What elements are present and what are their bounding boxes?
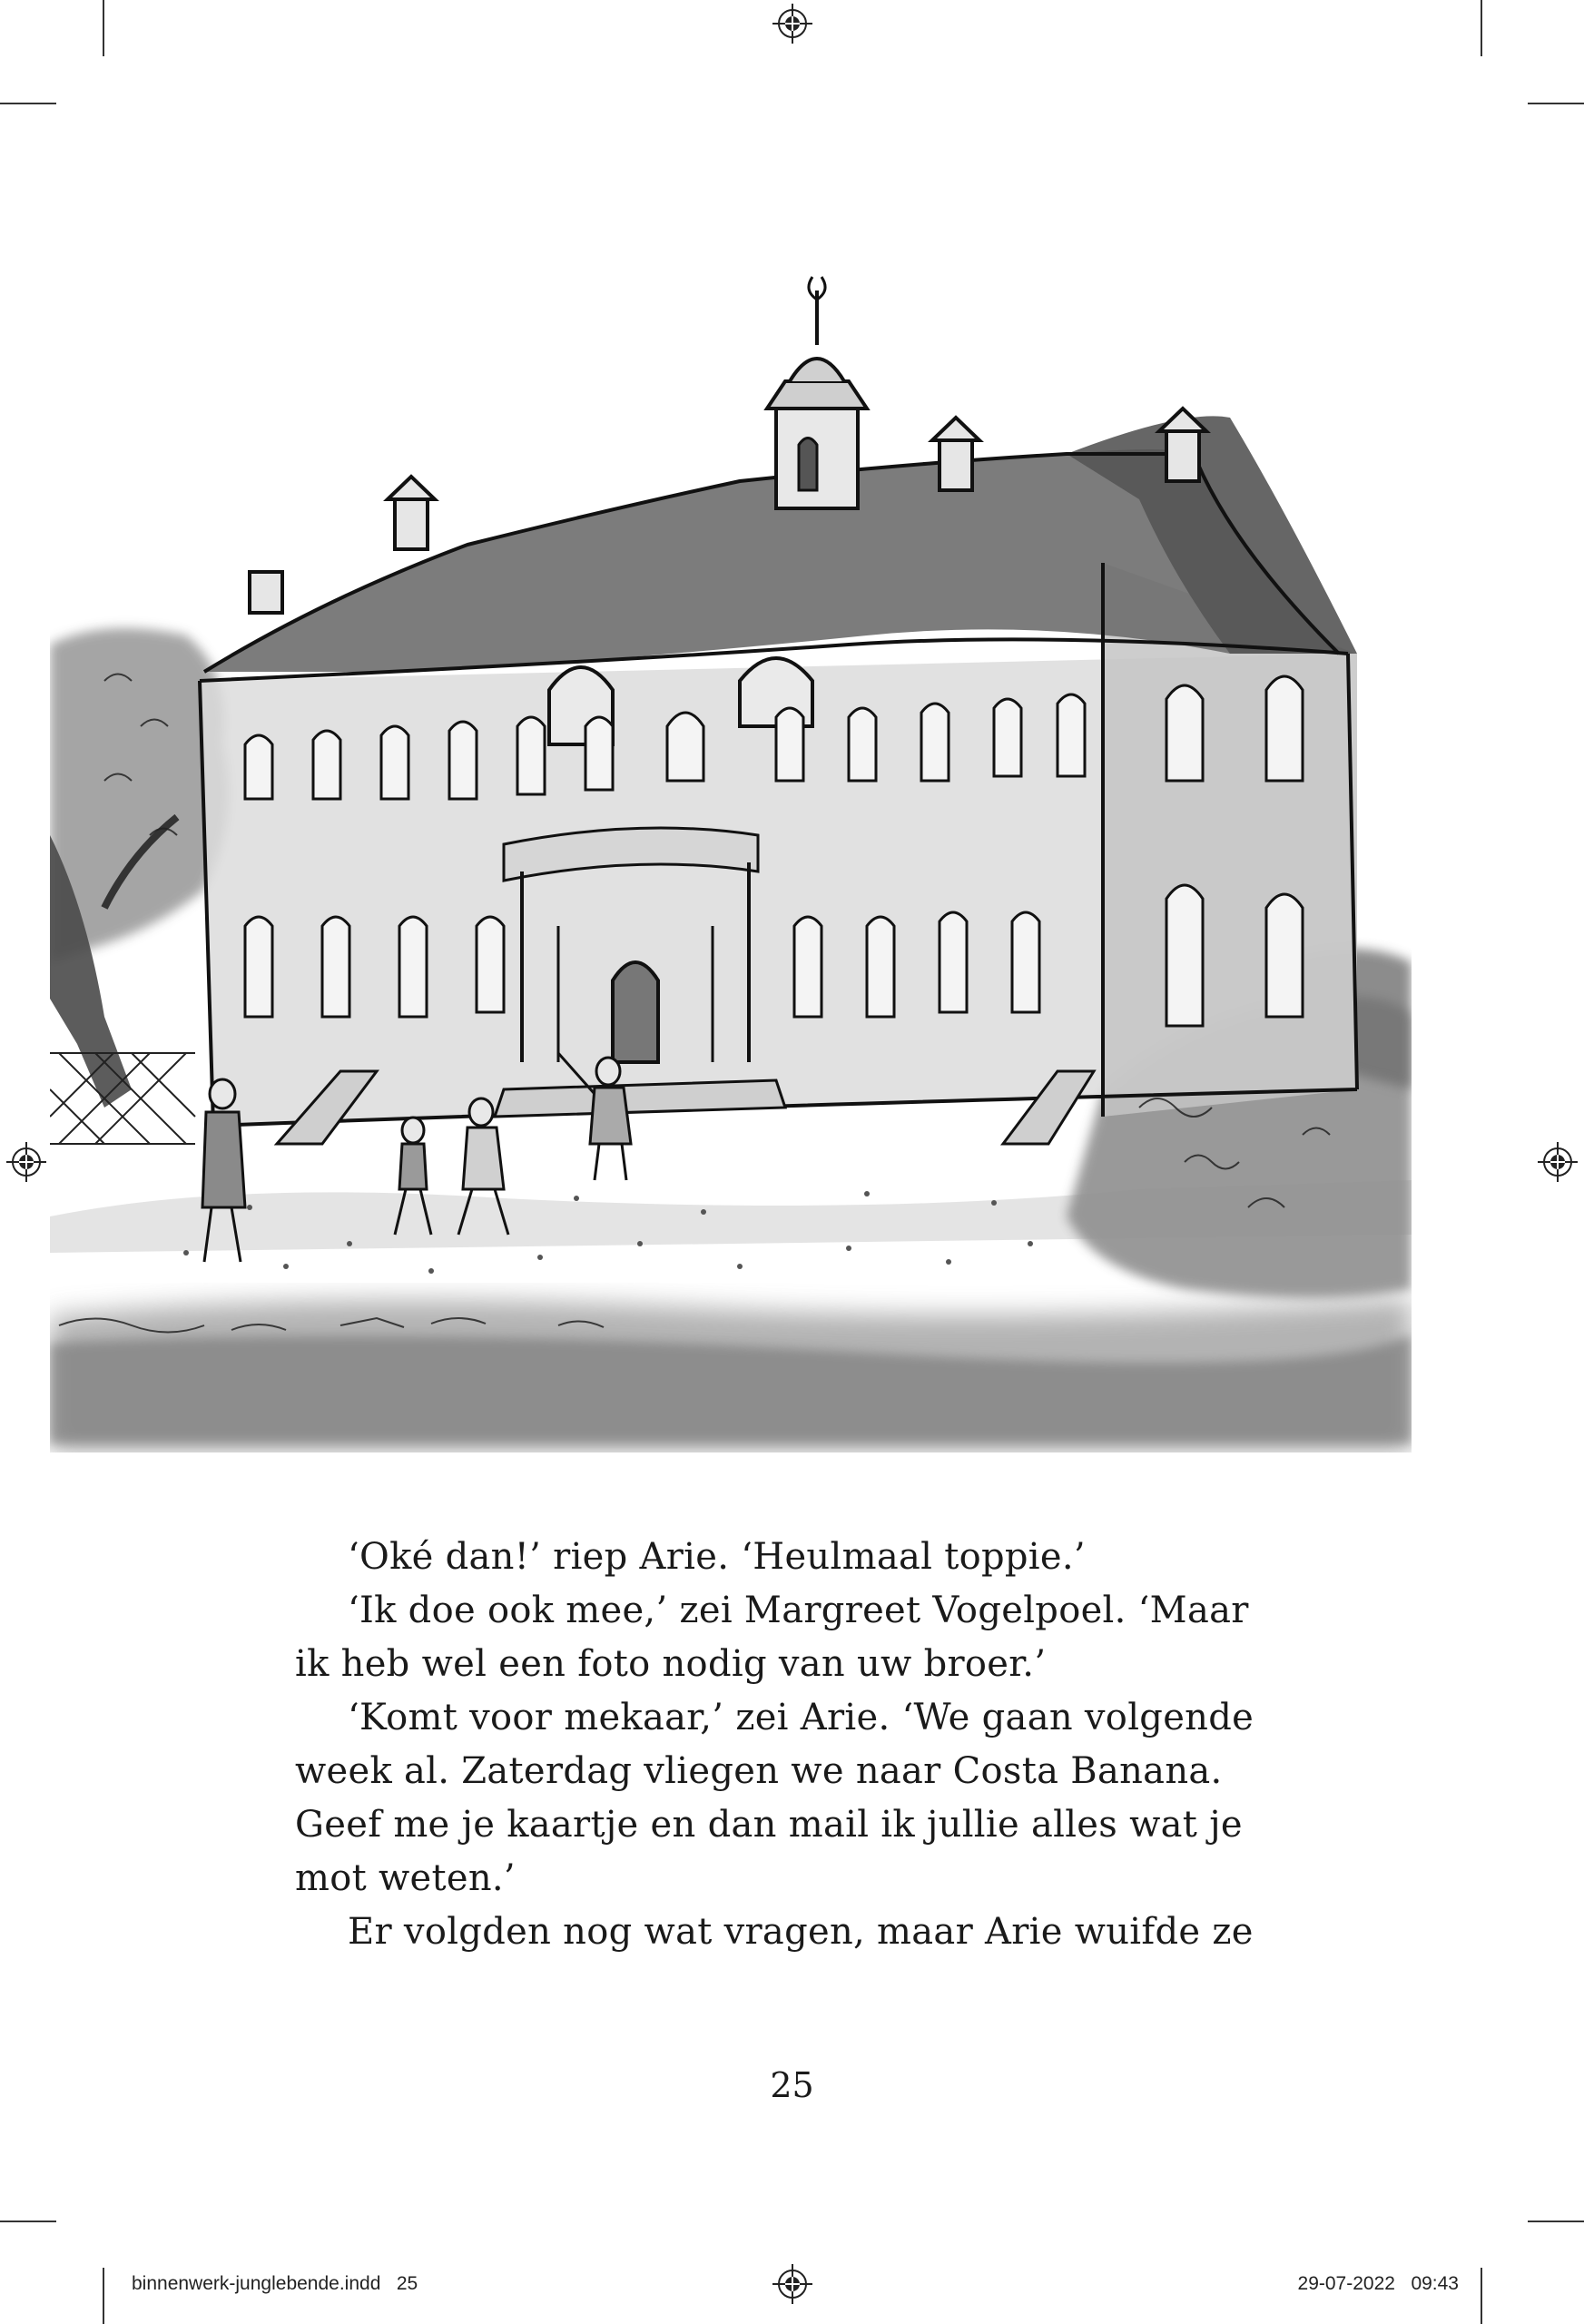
slug-timestamp: 29-07-2022 09:43 xyxy=(1297,2273,1459,2294)
crop-mark xyxy=(1528,2221,1584,2222)
crop-mark xyxy=(0,103,56,104)
registration-mark-icon xyxy=(6,1142,46,1182)
registration-mark-icon xyxy=(1538,1142,1578,1182)
registration-mark-icon xyxy=(772,4,812,44)
paragraph: ‘Ik doe ook mee,’ zei Margreet Vogelpoel. ‘Maar ik heb wel een foto nodig van uw broer.’ xyxy=(295,1590,1249,1685)
paragraph: ‘Komt voor mekaar,’ zei Arie. ‘We gaan volgende week al. Zaterdag vliegen we naar Costa Banana. Geef me je kaartje en dan mail ik jullie alles wat je mot weten.’ xyxy=(295,1697,1254,1899)
slug-filename: binnenwerk-junglebende.indd 25 xyxy=(132,2273,418,2294)
mansion-illustration xyxy=(50,272,1412,1452)
registration-mark-icon xyxy=(772,2264,812,2304)
paragraph: ‘Oké dan!’ riep Arie. ‘Heulmaal toppie.’ xyxy=(348,1536,1086,1578)
crop-mark xyxy=(1528,103,1584,104)
body-text xyxy=(295,1531,1284,1959)
crop-mark xyxy=(103,2268,104,2324)
paragraph: Er volgden nog wat vragen, maar Arie wuifde ze xyxy=(348,1911,1254,1953)
crop-mark xyxy=(1481,2268,1482,2324)
crop-mark xyxy=(0,2221,56,2222)
crop-mark xyxy=(1481,0,1482,56)
crop-mark xyxy=(103,0,104,56)
page-number: 25 xyxy=(770,2065,814,2105)
